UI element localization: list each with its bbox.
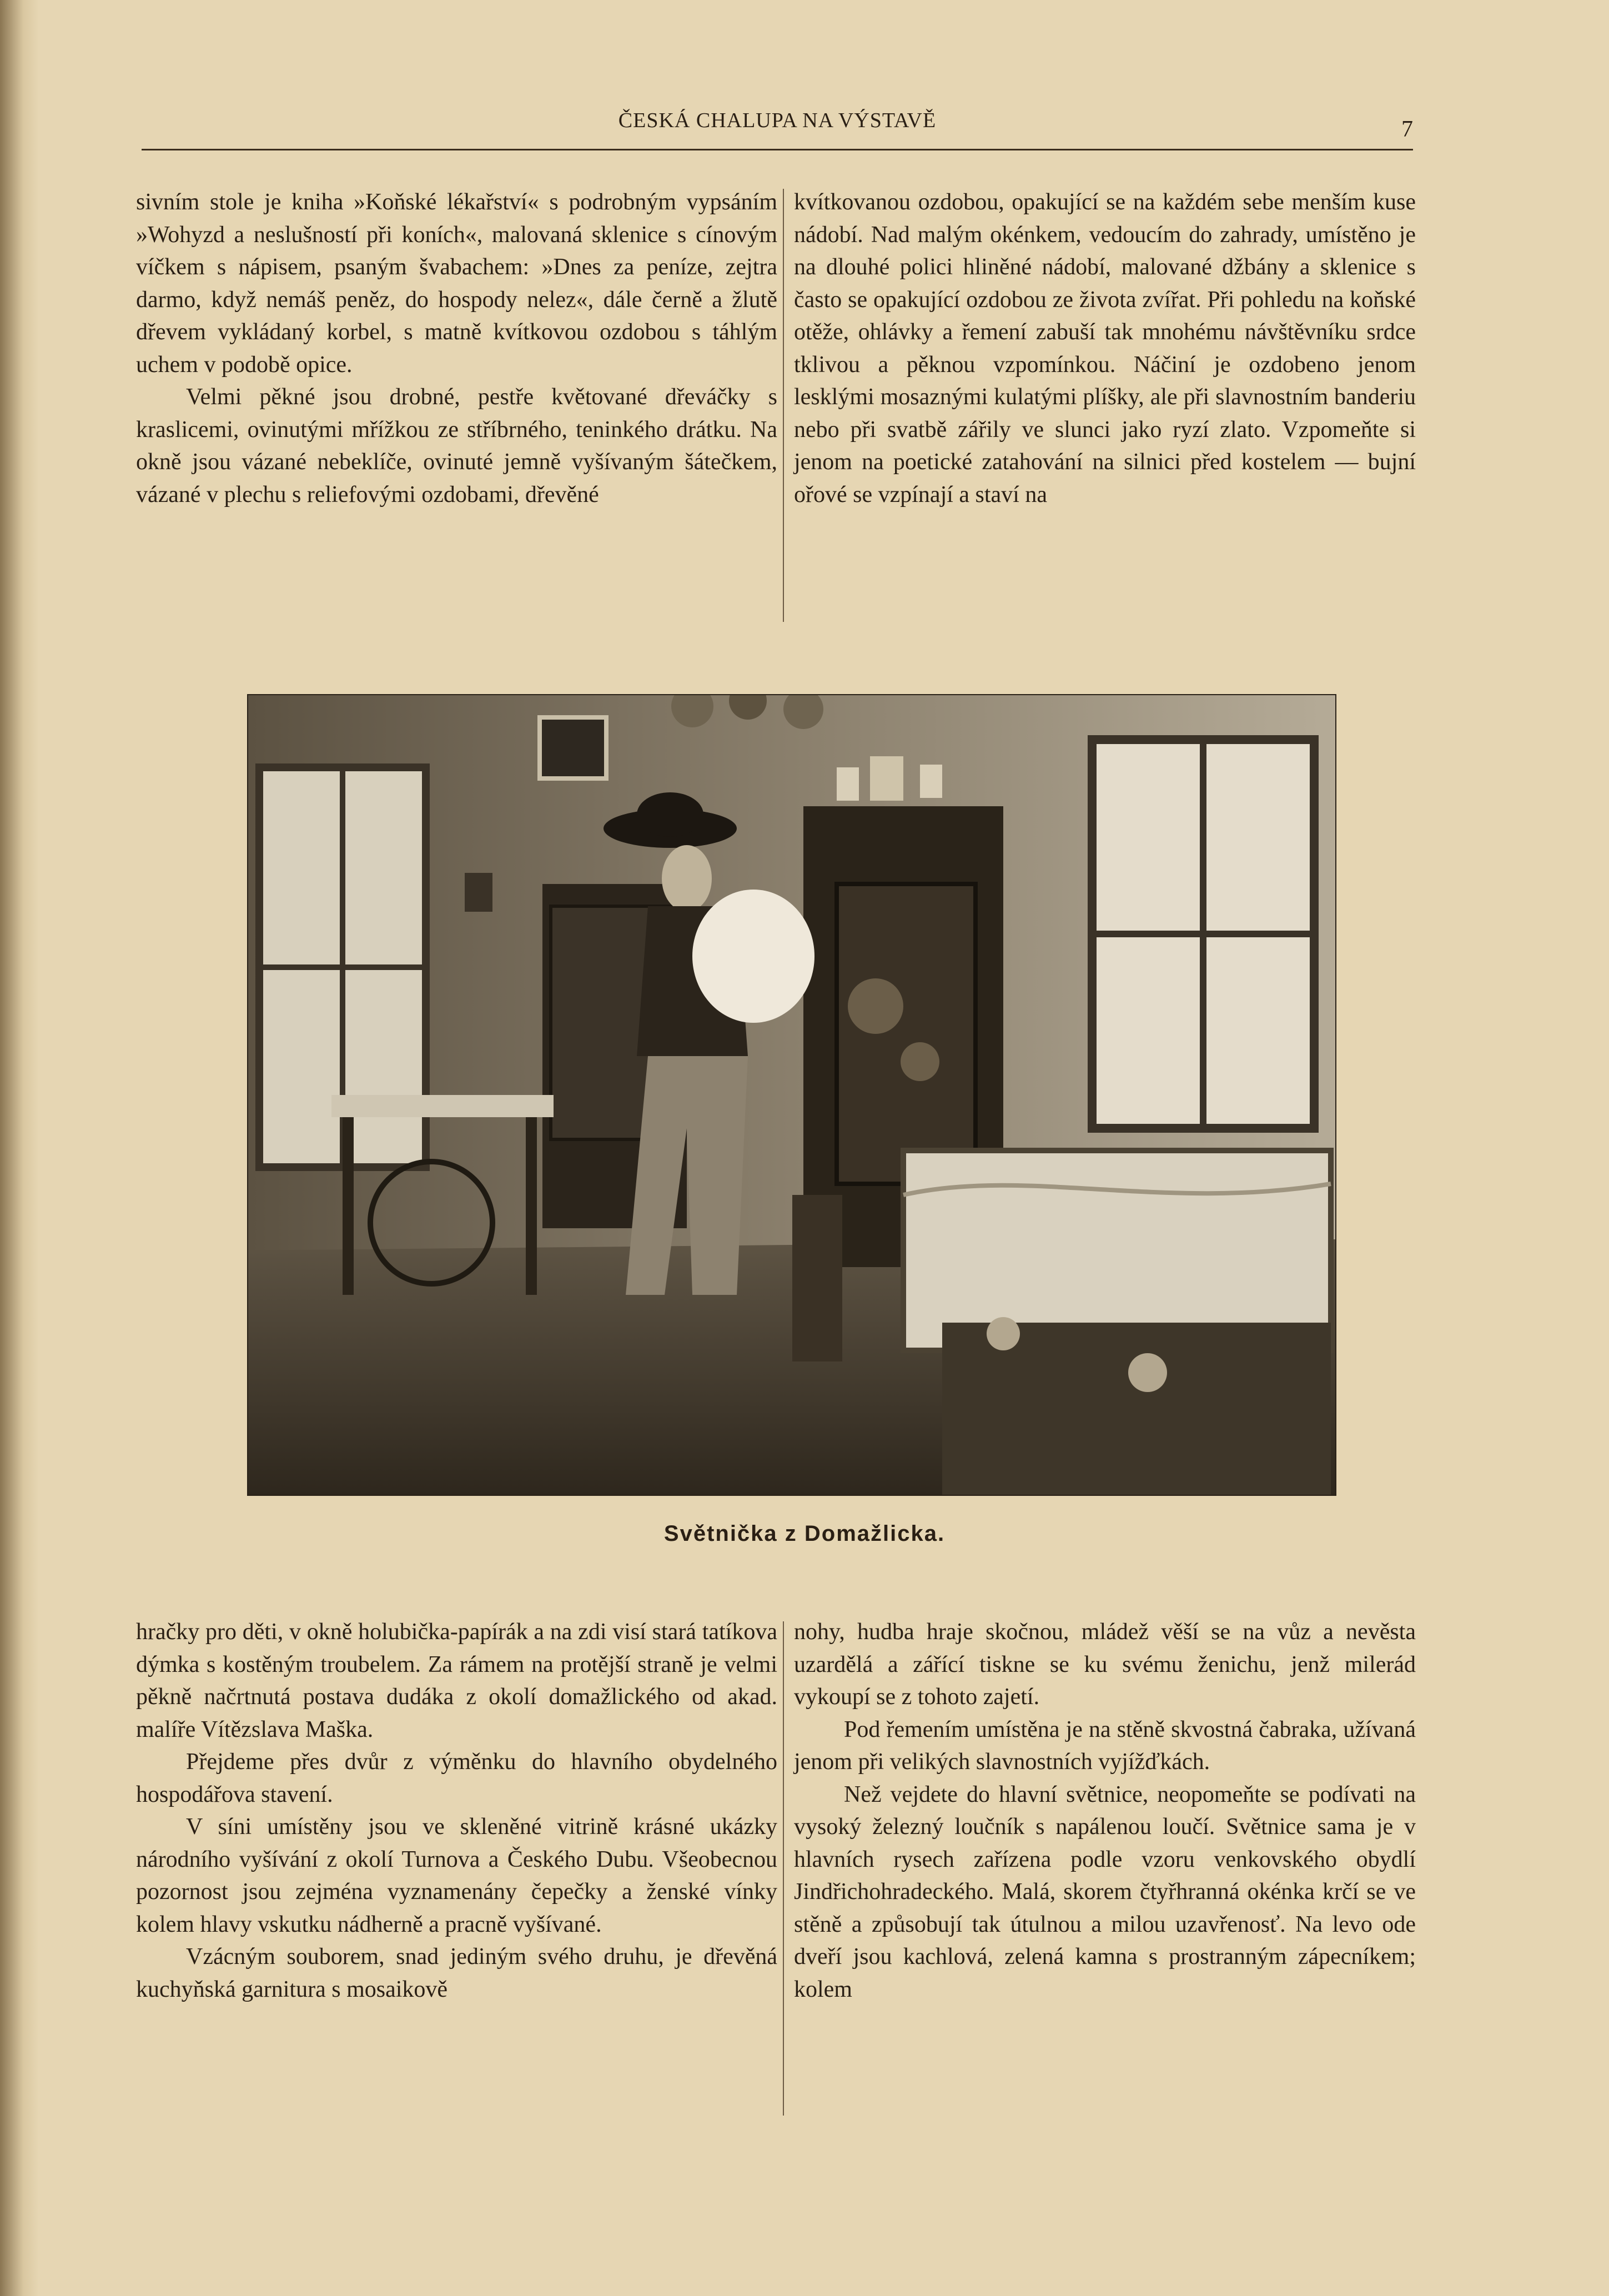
paragraph: sivním stole je kniha »Koňské lékařství« s podrobným vypsáním »Wohyzd a neslušností při koních«, malovaná sklenice s cínovým víčkem s nápisem, psaným švabachem: »Dnes za peníze, zejtra darmo, když nemáš peněz, do hospody nelez«, dále černě a žlutě dřevem vykládaný korbel, s matně kvítkovou ozdobou s táhlým uchem v podobě opice. — [136, 189, 777, 378]
running-header — [142, 108, 1413, 153]
bottom-left-column — [136, 1616, 777, 2006]
bottom-right-column — [794, 1616, 1416, 2006]
column-divider — [783, 1621, 784, 2116]
top-right-column — [794, 186, 1416, 511]
paragraph: Vzácným souborem, snad jediným svého druhu, je dřevěná kuchyňská garnitura s mosaikově — [136, 1944, 777, 2002]
paragraph: hračky pro děti, v okně holubička-papírák a na zdi visí stará tatíkova dýmka s kostěným troubelem. Za rámem na protější straně je velmi pěkně načrtnutá postava dudáka z okolí domažlického od akad. malíře Vítězslava Maška. — [136, 1619, 777, 1742]
page-number: 7 — [1401, 117, 1413, 142]
paragraph: Pod řemením umístěna je na stěně skvostná čabraka, užívaná jenom při velikých slavnostních vyjížďkách. — [794, 1716, 1416, 1775]
figure-caption: Světnička z Domažlicka. — [663, 1521, 946, 1546]
paragraph: Než vejdete do hlavní světnice, neopomeňte se podívati na vysoký železný loučník s napálenou loučí. Světnice sama je v hlavních rysech zařízena podle vzoru venkovského obydlí Jindřichohradeckého. Malá, skorem čtyřhranná okénka krčí se ve stěně a způsobují tak útulnou a milou uzavřenosť. Na levo ode dveří jsou kachlová, zelená kamna s prostranným zápecníkem; kolem — [794, 1781, 1416, 2002]
paragraph: V síni umístěny jsou ve skleněné vitrině krásné ukázky národního vyšívání z okolí Turnova a Českého Dubu. Všeobecnou pozornost jsou zejména vyznamenány čepečky a ženské vínky kolem hlavy vskutku nádherně a pracně vyšívané. — [136, 1814, 777, 1937]
paragraph: Přejdeme přes dvůr z výměnku do hlavního obydelného hospodářova stavení. — [136, 1749, 777, 1807]
room-photograph — [247, 694, 1336, 1496]
paragraph: Velmi pěkné jsou drobné, pestře květované dřeváčky s kraslicemi, ovinutými mřížkou ze stříbrného, teninkého drátku. Na okně jsou vázané nebeklíče, ovinuté jemně vyšívaným šátečkem, vázané v plechu s reliefovými ozdobami, dřevěné — [136, 384, 777, 508]
paragraph: nohy, hudba hraje skočnou, mládež věší se na vůz a nevěsta uzardělá a zářící tiskne se ku svému ženichu, jenž milerád vykoupí se z tohoto zajetí. — [794, 1619, 1416, 1710]
page-binding-shadow — [0, 0, 39, 2296]
top-left-column — [136, 186, 777, 511]
paragraph: kvítkovanou ozdobou, opakující se na každém sebe menším kuse nádobí. Nad malým okénkem, vedoucím do zahrady, umístěno je na dlouhé polici hliněné nádobí, malované džbány a sklenice s často se opakující ozdobou ze života zvířat. Při pohledu na koňské otěže, ohlávky a řemení zabuší tak mnohému návštěvníku srdce tklivou a pěknou vzpomínkou. Náčiní je ozdobeno jenom lesklými mosaznými kulatými plíšky, ale při slavnostním banderiu nebo při svatbě zářily ve slunci jako ryzí zlato. Vzpomeňte si jenom na poetické zatahování na silnici před kostelem — bujní ořové se vzpínají a staví na — [794, 189, 1416, 508]
photo-illustration — [248, 695, 1335, 1495]
header-rule — [142, 149, 1413, 150]
column-divider — [783, 189, 784, 622]
running-title: ČESKÁ CHALUPA NA VÝSTAVĚ — [618, 109, 937, 132]
